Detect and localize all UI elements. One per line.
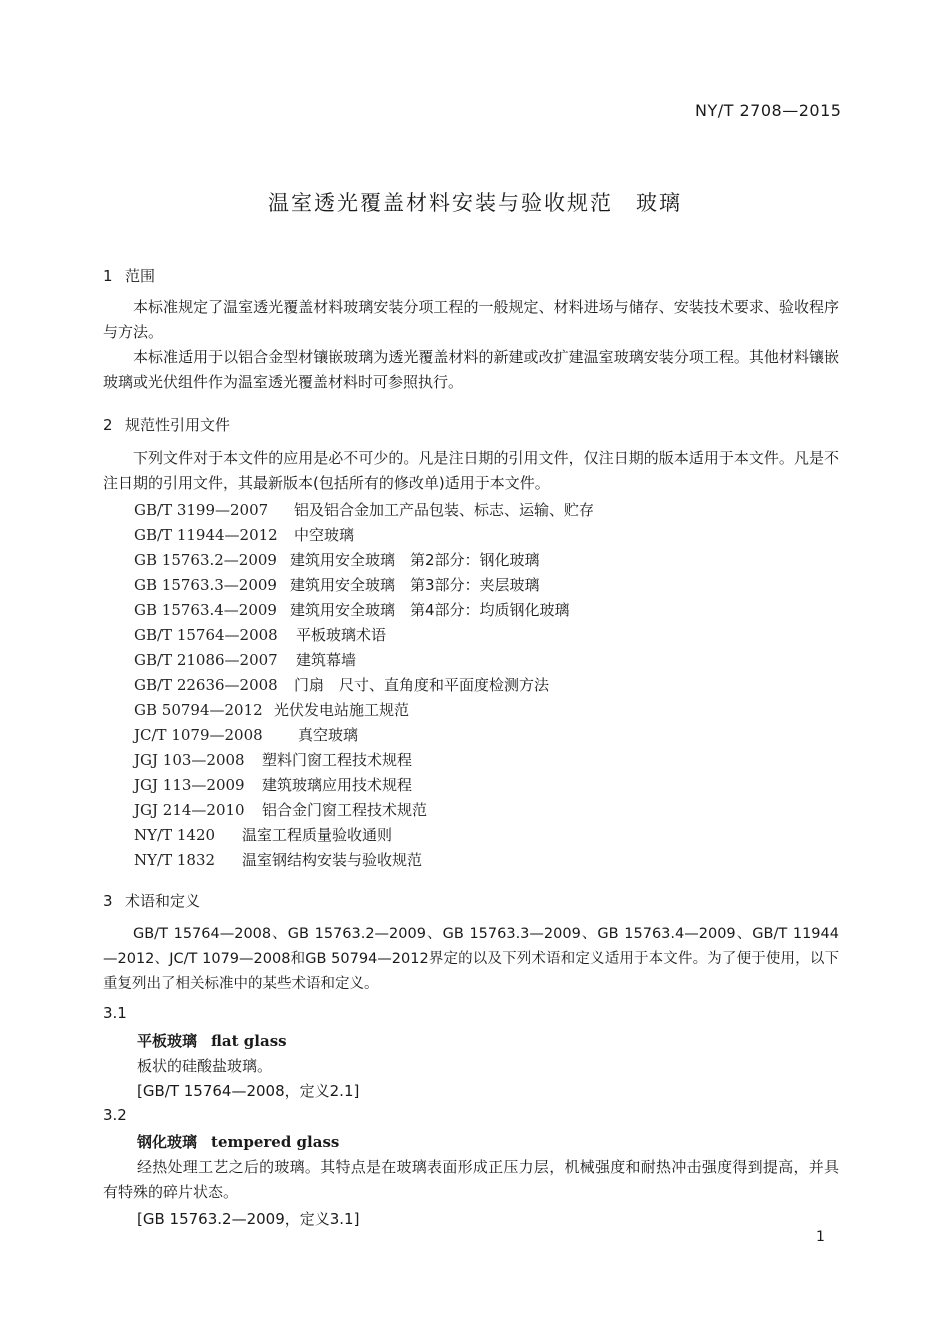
reference-code: NY/T 1420 [134,826,216,844]
reference-code: JC/T 1079—2008 [134,726,263,744]
section-heading-3 [103,890,200,911]
reference-item [134,749,412,770]
term-source: [GB/T 15764—2008，定义2.1] [137,1082,360,1100]
reference-name: 铝及铝合金加工产品包装、标志、运输、贮存 [294,501,595,519]
page-number: 1 [816,1229,825,1245]
term-heading [137,1131,339,1152]
term-en: tempered glass [211,1133,340,1151]
reference-code: GB 15763.3—2009 [134,576,277,594]
reference-item [134,774,412,795]
section-number: 3 [103,892,113,910]
section-number: 2 [103,416,113,434]
term-cn: 钢化玻璃 [137,1133,198,1151]
reference-code: JGJ 214—2010 [134,801,245,819]
paragraph: 下列文件对于本文件的应用是必不可少的。凡是注日期的引用文件，仅注日期的版本适用于本文件。凡是不注日期的引用文件，其最新版本(包括所有的修改单)适用于本文件。 [103,449,839,492]
term-en: flat glass [211,1032,287,1050]
section-title: 范围 [125,267,156,285]
reference-name: 建筑用安全玻璃 第2部分：钢化玻璃 [290,551,540,569]
term-heading [137,1030,287,1051]
reference-name: 建筑玻璃应用技术规程 [262,776,413,794]
reference-code: JGJ 103—2008 [134,751,245,769]
reference-code: GB/T 11944—2012 [134,526,278,544]
reference-code: GB/T 15764—2008 [134,626,278,644]
reference-code: GB 15763.4—2009 [134,601,277,619]
term-number: 3.2 [103,1106,127,1124]
reference-name: 建筑用安全玻璃 第3部分：夹层玻璃 [290,576,540,594]
reference-code: GB/T 21086—2007 [134,651,278,669]
term-definition: 板状的硅酸盐玻璃。 [137,1057,273,1075]
term-source: [GB 15763.2—2009，定义3.1] [137,1210,360,1228]
reference-name: 建筑幕墙 [296,651,357,669]
section-title: 规范性引用文件 [125,416,231,434]
reference-name: 真空玻璃 [298,726,359,744]
term-definition: 经热处理工艺之后的玻璃。其特点是在玻璃表面形成正压力层，机械强度和耐热冲击强度得到提高，并具有特殊的碎片状态。 [103,1158,839,1201]
reference-name: 中空玻璃 [294,526,355,544]
reference-code: NY/T 1832 [134,851,216,869]
document-title: 温室透光覆盖材料安装与验收规范 玻璃 [268,191,682,215]
term-number: 3.1 [103,1004,127,1022]
paragraph: 本标准规定了温室透光覆盖材料玻璃安装分项工程的一般规定、材料进场与储存、安装技术要求、验收程序与方法。 [103,298,839,341]
reference-item [134,499,594,520]
reference-item [134,674,549,695]
reference-item [134,824,392,845]
paragraph: 本标准适用于以铝合金型材镶嵌玻璃为透光覆盖材料的新建或改扩建温室玻璃安装分项工程。其他材料镶嵌玻璃或光伏组件作为温室透光覆盖材料时可参照执行。 [103,348,839,391]
reference-item [134,799,427,820]
section-heading-1 [103,265,155,286]
standard-number: NY/T 2708—2015 [695,101,842,120]
reference-code: GB/T 22636—2008 [134,676,278,694]
reference-name: 温室工程质量验收通则 [242,826,393,844]
term-cn: 平板玻璃 [137,1032,198,1050]
reference-name: 门扇 尺寸、直角度和平面度检测方法 [294,676,550,694]
reference-name: 塑料门窗工程技术规程 [262,751,413,769]
reference-code: GB/T 3199—2007 [134,501,269,519]
reference-item [134,624,386,645]
reference-item [134,649,356,670]
reference-item [134,699,409,720]
reference-code: GB 15763.2—2009 [134,551,277,569]
paragraph: GB/T 15764—2008、GB 15763.2—2009、GB 15763.3—2009、GB 15763.4—2009、GB/T 11944—2012、JC/T 1079—2008和GB 50794—2012界定的以及下列术语和定义适用于本文件。为了便于使用，以下重复列出了相关标准中的某些术语和定义。 [103,926,839,992]
reference-item [134,599,570,620]
reference-item [134,574,540,595]
reference-name: 建筑用安全玻璃 第4部分：均质钢化玻璃 [290,601,570,619]
reference-item [134,549,540,570]
section-title: 术语和定义 [125,892,201,910]
reference-code: GB 50794—2012 [134,701,263,719]
reference-item [134,524,354,545]
reference-name: 光伏发电站施工规范 [274,701,410,719]
reference-item [134,849,422,870]
reference-name: 铝合金门窗工程技术规范 [262,801,428,819]
section-heading-2 [103,414,230,435]
reference-item [134,724,358,745]
section-number: 1 [103,267,113,285]
reference-name: 温室钢结构安装与验收规范 [242,851,423,869]
reference-name: 平板玻璃术语 [296,626,387,644]
reference-code: JGJ 113—2009 [134,776,245,794]
